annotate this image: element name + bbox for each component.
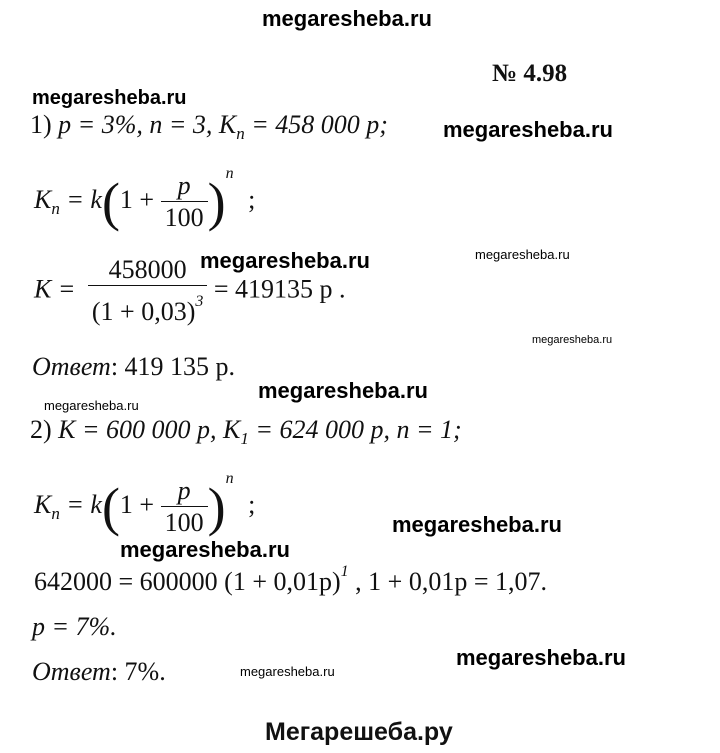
formula-fraction <box>161 171 208 234</box>
answer-value: : 419 135 р. <box>110 352 236 381</box>
answer-value: : 7%. <box>110 657 166 686</box>
watermark: megaresheba.ru <box>392 512 562 537</box>
part1-label: 1) <box>30 110 52 139</box>
part1-formula <box>34 165 255 234</box>
part2-given-sub: 1 <box>240 429 249 448</box>
part2-given-text: K = 600 000 р, K <box>58 415 241 444</box>
formula-mid: = k <box>59 185 102 214</box>
part2-equation <box>34 563 547 597</box>
formula-fraction <box>161 476 208 539</box>
formula-lhs-sub: n <box>51 504 60 523</box>
part2-label: 2) <box>30 415 52 444</box>
formula-one: 1 + <box>119 490 155 519</box>
part1-answer <box>32 352 235 382</box>
watermark: megaresheba.ru <box>32 87 187 109</box>
calc-den-exp: 3 <box>195 293 204 310</box>
calc-fraction <box>88 255 207 328</box>
part2-answer <box>32 657 166 687</box>
part1-given-rest: = 458 000 p; <box>244 110 388 139</box>
watermark: megaresheba.ru <box>240 664 335 679</box>
formula-one: 1 + <box>119 185 155 214</box>
calc-den <box>88 286 207 328</box>
watermark: megaresheba.ru <box>200 248 370 273</box>
watermark: megaresheba.ru <box>532 334 613 346</box>
paren-close: ) <box>207 172 226 233</box>
part2-given <box>30 415 462 449</box>
watermark: megaresheba.ru <box>44 398 139 413</box>
calc-lhs: K = <box>34 274 76 304</box>
watermark: megaresheba.ru <box>475 247 570 262</box>
part1-given-text: p = 3%, n = 3, K <box>58 110 237 139</box>
calc-den-base: (1 + 0,03) <box>91 297 196 326</box>
watermark: megaresheba.ru <box>258 378 428 403</box>
equation-rest: , 1 + 0,01p = 1,07. <box>348 567 547 596</box>
footer-watermark: Мегарешеба.ру <box>265 718 453 746</box>
formula-lhs: K <box>34 490 52 519</box>
paren-open: ( <box>101 172 120 233</box>
calc-rhs: = 419135 p . <box>213 274 346 304</box>
equation-exp: 1 <box>340 563 349 580</box>
part2-result: p = 7%. <box>32 612 117 641</box>
watermark: megaresheba.ru <box>443 117 613 142</box>
part1-calc <box>34 255 346 328</box>
formula-exp: n <box>225 165 234 182</box>
calc-num: 458000 <box>88 255 207 286</box>
answer-label: Ответ <box>32 657 111 686</box>
answer-label: Ответ <box>32 352 111 381</box>
fraction-num: p <box>161 476 208 507</box>
watermark: megaresheba.ru <box>456 645 626 670</box>
problem-number: № 4.98 <box>492 60 568 87</box>
part2-given-rest: = 624 000 р, n = 1; <box>248 415 462 444</box>
formula-mid: = k <box>59 490 102 519</box>
formula-end: ; <box>248 185 256 214</box>
formula-lhs-sub: n <box>51 199 60 218</box>
watermark: megaresheba.ru <box>120 537 290 562</box>
fraction-num: p <box>161 171 208 202</box>
watermark-top: megaresheba.ru <box>262 6 432 31</box>
part1-given-sub: n <box>236 124 245 143</box>
part2-formula <box>34 470 255 539</box>
paren-close: ) <box>207 477 226 538</box>
formula-exp: n <box>225 470 234 487</box>
formula-lhs: K <box>34 185 52 214</box>
paren-open: ( <box>101 477 120 538</box>
part1-given <box>30 110 388 144</box>
fraction-den: 100 <box>164 202 204 232</box>
formula-end: ; <box>248 490 256 519</box>
equation-main: 642000 = 600000 (1 + 0,01p) <box>34 567 341 596</box>
fraction-den: 100 <box>164 507 204 537</box>
